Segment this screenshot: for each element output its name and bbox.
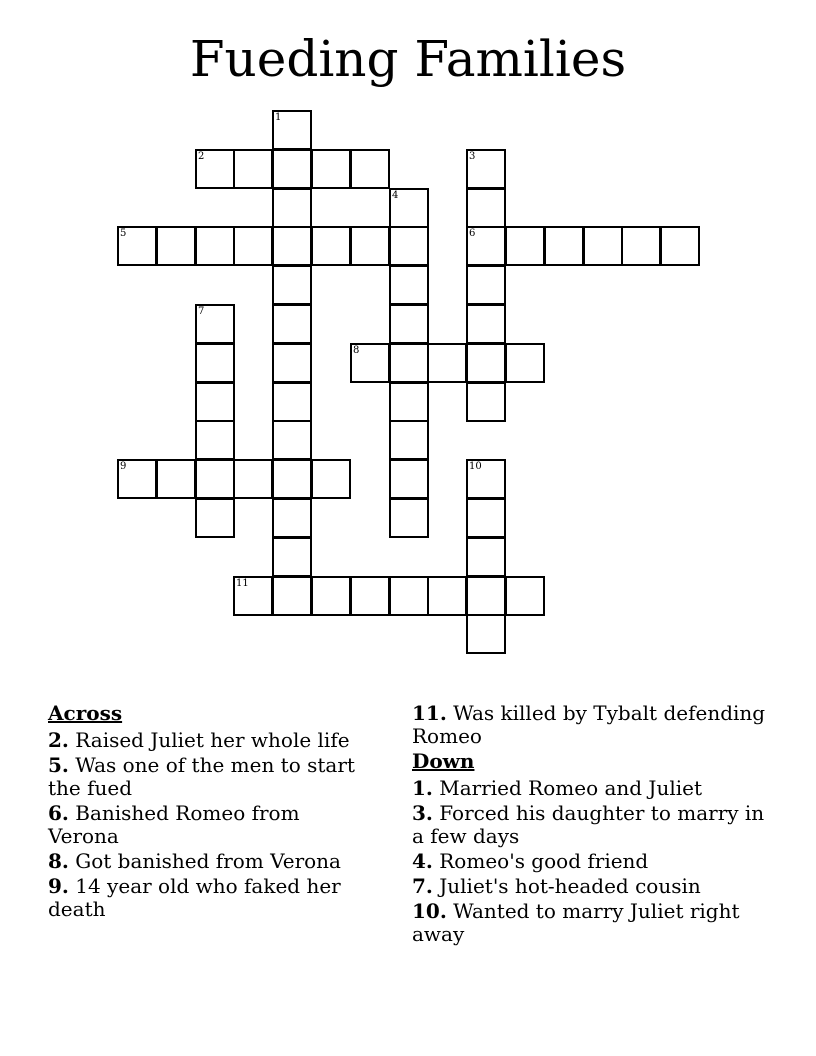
grid-cell[interactable] [389,343,429,383]
grid-cell[interactable] [272,576,312,616]
grid-cell[interactable] [350,576,390,616]
grid-cell[interactable] [195,420,235,460]
grid-cell[interactable] [466,149,506,189]
grid-cell[interactable] [389,265,429,305]
grid-cell[interactable] [389,459,429,499]
clue-item [412,875,772,898]
grid-cell[interactable] [272,420,312,460]
grid-cell[interactable] [389,382,429,422]
grid-cell[interactable] [195,498,235,538]
grid-cell[interactable] [544,226,584,266]
clue-item-number: 10. [412,899,447,923]
clue-item-number: 9. [48,874,69,898]
grid-cell[interactable] [272,188,312,228]
clue-number: 10 [469,461,482,472]
grid-cell[interactable] [195,304,235,344]
clue-item [412,777,772,800]
clue-number: 11 [236,578,249,589]
across-clue-list-continued [412,702,772,748]
grid-cell[interactable] [389,304,429,344]
clue-item [412,900,772,946]
grid-cell[interactable] [195,343,235,383]
clue-item-number: 1. [412,776,433,800]
clue-item-number: 6. [48,801,69,825]
grid-cell[interactable] [350,343,390,383]
grid-cell[interactable] [350,226,390,266]
grid-cell[interactable] [466,382,506,422]
grid-cell[interactable] [466,265,506,305]
clue-item-text: Got banished from Verona [68,849,341,873]
clue-item-text: Juliet's hot-headed cousin [432,874,701,898]
across-heading: Across [48,701,123,725]
clue-number: 3 [469,151,476,162]
clues-column-left [48,702,368,923]
grid-cell[interactable] [466,498,506,538]
grid-cell[interactable] [466,537,506,577]
grid-cell[interactable] [311,149,351,189]
clue-item [412,802,772,848]
grid-cell[interactable] [233,226,273,266]
grid-cell[interactable] [272,498,312,538]
clue-item-number: 7. [412,874,433,898]
grid-cell[interactable] [466,304,506,344]
grid-cell[interactable] [427,343,467,383]
grid-cell[interactable] [195,149,235,189]
grid-cell[interactable] [621,226,661,266]
grid-cell[interactable] [466,459,506,499]
clue-item-number: 3. [412,801,433,825]
grid-cell[interactable] [350,149,390,189]
clue-item-text: Wanted to marry Juliet right away [412,899,740,946]
grid-cell[interactable] [389,420,429,460]
clue-item-text: Banished Romeo from Verona [48,801,300,848]
grid-cell[interactable] [272,459,312,499]
clue-item [48,729,368,752]
grid-cell[interactable] [660,226,700,266]
grid-cell[interactable] [427,576,467,616]
grid-cell[interactable] [233,576,273,616]
grid-cell[interactable] [389,188,429,228]
clue-item-number: 5. [48,753,69,777]
clue-number: 8 [353,345,360,356]
clue-item [48,754,368,800]
clue-number: 6 [469,228,476,239]
grid-cell[interactable] [389,576,429,616]
clue-item-text: Married Romeo and Juliet [432,776,702,800]
clue-item [48,875,368,921]
clue-number: 7 [198,306,205,317]
across-clue-list [48,729,368,921]
grid-cell[interactable] [311,226,351,266]
clue-number: 1 [275,112,282,123]
clue-item-number: 2. [48,728,69,752]
grid-cell[interactable] [505,343,545,383]
grid-cell[interactable] [272,149,312,189]
grid-cell[interactable] [272,343,312,383]
clue-item-text: Raised Juliet her whole life [68,728,350,752]
grid-cell[interactable] [156,226,196,266]
grid-cell[interactable] [195,459,235,499]
grid-cell[interactable] [272,304,312,344]
clue-item [412,850,772,873]
grid-cell[interactable] [156,459,196,499]
grid-cell[interactable] [233,149,273,189]
clue-item-text: Was killed by Tybalt defending Romeo [412,701,766,748]
grid-cell[interactable] [195,382,235,422]
clue-item [48,802,368,848]
grid-cell[interactable] [505,226,545,266]
grid-cell[interactable] [466,614,506,654]
clue-item-text: Romeo's good friend [432,849,649,873]
grid-cell[interactable] [195,226,235,266]
clue-item-text: 14 year old who faked her death [48,874,341,921]
grid-cell[interactable] [311,576,351,616]
clue-number: 4 [392,190,399,201]
clue-number: 9 [120,461,127,472]
down-heading: Down [412,749,475,773]
clue-item [412,702,772,748]
grid-cell[interactable] [117,459,157,499]
grid-cell[interactable] [311,459,351,499]
grid-cell[interactable] [466,343,506,383]
clue-number: 2 [198,151,205,162]
grid-cell[interactable] [466,188,506,228]
grid-cell[interactable] [117,226,157,266]
grid-cell[interactable] [466,226,506,266]
puzzle-title: Fueding Families [189,30,627,88]
clues-column-right [412,702,772,948]
grid-cell[interactable] [466,576,506,616]
grid-cell[interactable] [505,576,545,616]
grid-cell[interactable] [272,226,312,266]
clue-item [48,850,368,873]
clue-item-number: 8. [48,849,69,873]
clue-item-number: 11. [412,701,447,725]
clue-item-text: Forced his daughter to marry in a few days [412,801,765,848]
grid-cell[interactable] [272,265,312,305]
clue-item-text: Was one of the men to start the fued [48,753,355,800]
grid-cell[interactable] [272,537,312,577]
grid-cell[interactable] [583,226,623,266]
grid-cell[interactable] [389,226,429,266]
clue-item-number: 4. [412,849,433,873]
grid-cell[interactable] [233,459,273,499]
clue-number: 5 [120,228,127,239]
grid-cell[interactable] [272,382,312,422]
grid-cell[interactable] [389,498,429,538]
grid-cell[interactable] [272,110,312,150]
down-clue-list [412,777,772,946]
